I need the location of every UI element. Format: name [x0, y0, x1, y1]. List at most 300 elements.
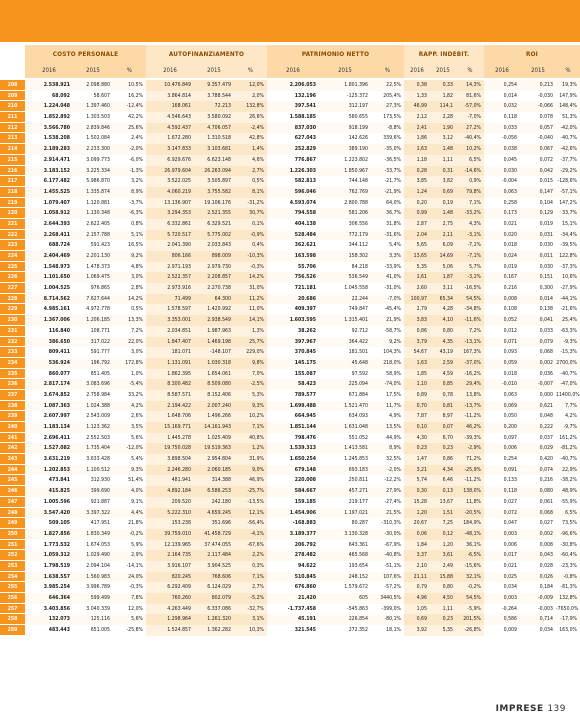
- table-cell: 580.655: [348, 114, 368, 121]
- row-number: 236: [0, 379, 25, 390]
- table-cell: 2.538.921: [25, 80, 73, 91]
- table-cell: 33,7%: [556, 208, 580, 219]
- table-cell: 10,5%: [113, 80, 146, 91]
- table-cell: -125.372: [347, 92, 368, 99]
- table-cell: 51,3%: [562, 114, 577, 121]
- table-cell: 3,85: [404, 176, 430, 187]
- table-cell: -9,7%: [556, 422, 580, 433]
- table-cell: 4.592.437: [146, 123, 194, 134]
- table-cell: 756.526: [267, 272, 319, 283]
- table-cell: 2.270.738: [194, 283, 234, 294]
- table-cell: 0,4%: [234, 240, 267, 251]
- table-cell: 10,2%: [234, 411, 267, 422]
- table-cell: 306.556: [348, 220, 368, 227]
- table-cell: 51,4%: [128, 477, 143, 484]
- table-cell: 0,019: [539, 220, 553, 227]
- table-cell: 2,60: [404, 283, 430, 294]
- table-cell: 1,20: [430, 540, 456, 551]
- table-cell: 2.521.355: [194, 208, 234, 219]
- table-cell: 3.674.852: [43, 391, 70, 398]
- table-cell: 0,3%: [234, 561, 267, 572]
- table-cell: 0,23: [430, 614, 456, 625]
- table-cell: 457.271: [319, 486, 371, 497]
- table-cell: 1.059.312: [25, 550, 73, 561]
- table-cell: 851.405: [90, 370, 110, 377]
- row-number: 254: [0, 572, 25, 583]
- table-cell: 163,0%: [559, 627, 577, 634]
- table-cell: 860.077: [48, 370, 70, 377]
- table-cell: -7,1%: [456, 251, 484, 262]
- table-cell: 0,129: [520, 208, 556, 219]
- table-cell: 54,5%: [456, 593, 484, 604]
- row-number: 246: [0, 486, 25, 497]
- table-row: [0, 272, 580, 283]
- table-cell: 0,147: [520, 187, 556, 198]
- table-cell: -57,1%: [556, 187, 580, 198]
- table-cell: 13,8%: [456, 390, 484, 401]
- table-cell: 4,30: [404, 433, 430, 444]
- table-cell: 3,37: [404, 550, 430, 561]
- table-row: [0, 497, 580, 508]
- table-cell: 201,5%: [456, 614, 484, 625]
- table-cell: 32,1%: [456, 572, 484, 583]
- table-cell: 582.813: [294, 178, 316, 185]
- table-cell: 12.139.965: [146, 540, 194, 551]
- table-cell: 1.310.518: [194, 133, 234, 144]
- table-cell: -58,7%: [384, 327, 401, 334]
- table-cell: 762.769: [319, 187, 371, 198]
- table-cell: 2.644.393: [43, 220, 70, 227]
- table-row: [0, 540, 580, 551]
- table-cell: 0,258: [503, 199, 517, 206]
- table-cell: 4,34: [430, 465, 456, 476]
- table-cell: 1.029.490: [73, 550, 113, 561]
- table-cell: 0,118: [503, 114, 517, 121]
- table-cell: -38,2%: [560, 477, 577, 484]
- table-cell: 5,3%: [234, 390, 267, 401]
- table-cell: 0,19: [430, 198, 456, 209]
- table-cell: 1,2%: [234, 443, 267, 454]
- table-cell: -399,0%: [381, 605, 401, 612]
- table-cell: 172,8%: [113, 358, 146, 369]
- table-cell: 0,69: [404, 614, 430, 625]
- pct-header: %: [556, 62, 580, 78]
- table-cell: 0,420: [539, 456, 553, 463]
- table-cell: 13,67: [430, 497, 456, 508]
- table-cell: 3,1%: [234, 614, 267, 625]
- table-cell: 2.800.788: [344, 199, 368, 206]
- table-cell: 6.623.148: [194, 155, 234, 166]
- row-number: 250: [0, 529, 25, 540]
- row-number: 222: [0, 230, 25, 241]
- year-header: 2015: [73, 62, 113, 78]
- table-cell: 1,85: [404, 369, 430, 380]
- table-cell: 4,50: [430, 593, 456, 604]
- table-cell: 229,0%: [234, 347, 267, 358]
- table-cell: 147,2%: [559, 199, 577, 206]
- table-cell: 79,8%: [456, 187, 484, 198]
- table-cell: 46,99: [404, 101, 430, 112]
- table-cell: 19.519.363: [194, 443, 234, 454]
- table-cell: 0,23: [430, 443, 456, 454]
- page-footer: [496, 704, 566, 714]
- table-cell: 181.071: [146, 347, 194, 358]
- table-row: [0, 369, 580, 380]
- table-cell: 1.847.407: [146, 337, 194, 348]
- table-cell: 760.260: [146, 593, 194, 604]
- table-cell: -1,3%: [113, 166, 146, 177]
- row-number: 214: [0, 144, 25, 155]
- table-cell: 2,4%: [131, 135, 143, 142]
- row-number: 239: [0, 411, 25, 422]
- table-cell: 1.397.460: [73, 101, 113, 112]
- table-cell: 483.443: [48, 627, 70, 634]
- table-cell: 1.362.282: [194, 625, 234, 636]
- table-cell: 3.505.897: [194, 176, 234, 187]
- table-cell: -7,1%: [456, 240, 484, 251]
- table-cell: 219.177: [348, 498, 368, 505]
- table-cell: 1.654.061: [194, 369, 234, 380]
- table-cell: 898.009: [194, 251, 234, 262]
- table-row: [0, 240, 580, 251]
- table-cell: 9,3%: [234, 401, 267, 412]
- table-cell: 0,216: [539, 477, 553, 484]
- table-cell: -12,4%: [113, 101, 146, 112]
- table-cell: 4,10: [430, 315, 456, 326]
- table-cell: -2,0%: [371, 465, 404, 476]
- table-cell: 5,4%: [131, 456, 143, 463]
- table-cell: -45,4%: [384, 306, 401, 313]
- table-cell: 1,18: [404, 155, 430, 166]
- table-cell: 17,5%: [386, 391, 401, 398]
- table-cell: 0,024: [484, 251, 520, 262]
- table-cell: 1.502.084: [86, 135, 110, 142]
- table-cell: 0,048: [539, 413, 553, 420]
- table-row: [0, 508, 580, 519]
- table-cell: 0,050: [503, 413, 517, 420]
- table-cell: 132.073: [25, 614, 73, 625]
- group-autofinanziamento: AUTOFINANZIAMENTO: [146, 45, 267, 62]
- table-cell: 605: [319, 593, 371, 604]
- row-number: 238: [0, 401, 25, 412]
- table-row: [0, 166, 580, 177]
- table-cell: 3,61: [430, 550, 456, 561]
- table-cell: -35,0%: [371, 144, 404, 155]
- table-cell: 3.566.780: [25, 123, 73, 134]
- table-cell: 1.261.320: [194, 614, 234, 625]
- table-cell: 25,6%: [113, 123, 146, 134]
- table-cell: 0,059: [484, 358, 520, 369]
- table-cell: 510.845: [267, 572, 319, 583]
- table-cell: 744.148: [348, 178, 368, 185]
- table-cell: 6.332.861: [146, 219, 194, 230]
- table-cell: 0,002: [520, 529, 556, 540]
- table-cell: 4,59: [430, 369, 456, 380]
- table-row: [0, 379, 580, 390]
- table-cell: 1.648.706: [146, 411, 194, 422]
- table-cell: -16,2%: [456, 369, 484, 380]
- table-cell: 465.568: [319, 550, 371, 561]
- row-number: 255: [0, 582, 25, 593]
- row-number: 218: [0, 187, 25, 198]
- table-cell: 14,1%: [234, 315, 267, 326]
- table-cell: 218,0%: [371, 358, 404, 369]
- year-header: 2015: [319, 62, 371, 78]
- table-cell: 3.040.339: [86, 605, 110, 612]
- table-cell: 1.058.912: [25, 208, 73, 219]
- table-cell: 1,90: [430, 123, 456, 134]
- table-cell: 2700,0%: [556, 358, 580, 369]
- table-cell: 1,10: [404, 379, 430, 390]
- table-cell: 6,5%: [556, 508, 580, 519]
- table-cell: 2.522.357: [146, 272, 194, 283]
- table-cell: 0,1%: [234, 219, 267, 230]
- table-cell: 6,5%: [456, 155, 484, 166]
- table-cell: -96,6%: [556, 529, 580, 540]
- table-cell: -21,7%: [384, 178, 401, 185]
- table-cell: 536.549: [319, 272, 371, 283]
- table-cell: 2.233.300: [73, 144, 113, 155]
- table-cell: 3.633.428: [86, 456, 110, 463]
- table-cell: 4,9%: [389, 413, 401, 420]
- table-cell: 3.547.420: [25, 508, 73, 519]
- table-cell: -32,7%: [234, 604, 267, 615]
- table-cell: 21,11: [404, 572, 430, 583]
- table-cell: 278.482: [267, 550, 319, 561]
- table-cell: -2,5%: [234, 379, 267, 390]
- table-cell: 4.546.643: [146, 112, 194, 123]
- table-cell: 1.579.672: [344, 584, 368, 591]
- table-cell: 5,35: [404, 262, 430, 273]
- table-cell: -16,5%: [456, 283, 484, 294]
- table-cell: 0,8%: [131, 220, 143, 227]
- table-cell: 3,3%: [371, 251, 404, 262]
- table-cell: 11,0%: [234, 304, 267, 315]
- year-header: 2016: [146, 62, 194, 78]
- table-cell: 24,0%: [113, 572, 146, 583]
- table-cell: 0,021: [503, 220, 517, 227]
- table-cell: -9,3%: [556, 337, 580, 348]
- table-cell: 2,7%: [234, 166, 267, 177]
- table-cell: 2.098.880: [73, 80, 113, 91]
- table-cell: 2.839.846: [73, 123, 113, 134]
- table-cell: 1,63: [404, 144, 430, 155]
- table-cell: 1.852.892: [43, 114, 70, 121]
- table-cell: 1.798.519: [43, 562, 70, 569]
- table-cell: 584.667: [267, 486, 319, 497]
- table-cell: 772.179: [319, 230, 371, 241]
- table-row: [0, 486, 580, 497]
- table-cell: 1,11: [430, 604, 456, 615]
- table-cell: 1.638.557: [25, 572, 73, 583]
- table-cell: -55,9%: [560, 498, 577, 505]
- group-patrimonio-netto: PATRIMONIO NETTO: [267, 45, 404, 62]
- row-number: 227: [0, 283, 25, 294]
- table-cell: 58,9%: [386, 370, 401, 377]
- table-cell: 1.603.595: [267, 315, 319, 326]
- table-cell: 1,84: [404, 540, 430, 551]
- table-row: [0, 454, 580, 465]
- table-cell: 0,200: [484, 422, 520, 433]
- table-cell: 159.185: [294, 498, 316, 505]
- table-cell: 1,63: [404, 358, 430, 369]
- row-number: 240: [0, 422, 25, 433]
- table-cell: 1.801.396: [319, 80, 371, 91]
- table-cell: 5.775.002: [194, 230, 234, 241]
- table-cell: 148,4%: [556, 101, 580, 112]
- table-cell: 2.189.283: [25, 144, 73, 155]
- table-cell: 36,1%: [456, 540, 484, 551]
- table-cell: 0,011: [520, 251, 556, 262]
- row-number: 232: [0, 337, 25, 348]
- table-cell: 5,6%: [131, 434, 143, 441]
- table-cell: 693.183: [319, 465, 371, 476]
- table-cell: -0,066: [520, 101, 556, 112]
- table-cell: -37,3%: [560, 263, 577, 270]
- table-row: [0, 133, 580, 144]
- table-row: [0, 443, 580, 454]
- table-cell: 19,3%: [556, 80, 580, 91]
- table-cell: 591.777: [90, 349, 110, 356]
- table-cell: 0,043: [520, 550, 556, 561]
- table-cell: -10,3%: [234, 251, 267, 262]
- group-roi: ROI: [484, 45, 580, 62]
- table-cell: 9,0%: [234, 465, 267, 476]
- table-cell: -11,2%: [456, 411, 484, 422]
- table-cell: 0,06: [404, 529, 430, 540]
- header-group-row: [0, 45, 580, 62]
- table-cell: 39.759.010: [146, 529, 194, 540]
- table-cell: 4,4%: [113, 508, 146, 519]
- table-cell: 509.105: [48, 520, 70, 527]
- table-cell: 19.750.028: [146, 443, 194, 454]
- table-cell: 122,8%: [556, 251, 580, 262]
- table-cell: 0,014: [520, 294, 556, 305]
- page-number: 139: [547, 704, 566, 714]
- table-cell: 0,068: [539, 349, 553, 356]
- table-cell: 9,1%: [131, 498, 143, 505]
- table-cell: 11,2%: [234, 294, 267, 305]
- table-cell: 13.136.907: [146, 198, 194, 209]
- table-cell: 312.197: [319, 101, 371, 112]
- table-cell: 4,6%: [234, 155, 267, 166]
- table-cell: 94.622: [297, 562, 316, 569]
- table-cell: 481.941: [146, 475, 194, 486]
- table-cell: 9,3%: [113, 465, 146, 476]
- table-cell: -128,6%: [557, 178, 577, 185]
- table-cell: 528.484: [267, 230, 319, 241]
- table-cell: 3.225.334: [73, 166, 113, 177]
- table-cell: -13,7%: [456, 401, 484, 412]
- table-cell: 591.423: [90, 242, 110, 249]
- table-row: [0, 561, 580, 572]
- table-cell: 9,8%: [234, 358, 267, 369]
- table-cell: 45.191: [267, 614, 319, 625]
- table-row: [0, 347, 580, 358]
- table-cell: 404.138: [294, 220, 316, 227]
- table-cell: 71,2%: [456, 454, 484, 465]
- table-cell: 1.455.525: [25, 187, 73, 198]
- table-cell: 1.024.388: [73, 401, 113, 412]
- table-cell: 0,034: [503, 584, 517, 591]
- table-cell: 0,184: [539, 584, 553, 591]
- table-row: [0, 294, 580, 305]
- table-cell: 0,81: [430, 401, 456, 412]
- table-cell: 1,33: [404, 91, 430, 102]
- table-cell: 58.607: [93, 92, 110, 99]
- table-cell: 4.659.245: [194, 508, 234, 519]
- table-cell: -0,9%: [234, 230, 267, 241]
- table-row: [0, 198, 580, 209]
- table-cell: 3.580.092: [194, 112, 234, 123]
- table-cell: 155.087: [294, 370, 316, 377]
- table-cell: 1.079.407: [43, 199, 70, 206]
- table-cell: 1.045.558: [344, 285, 368, 292]
- table-cell: -31,0%: [384, 285, 401, 292]
- table-cell: 2.034.851: [146, 326, 194, 337]
- table-cell: 976.865: [90, 285, 110, 292]
- table-cell: -48,1%: [456, 529, 484, 540]
- table-cell: -39,3%: [456, 433, 484, 444]
- table-cell: 242.180: [194, 497, 234, 508]
- table-cell: 1.413.581: [319, 443, 371, 454]
- table-cell: 0,69: [430, 187, 456, 198]
- table-cell: 2.041.390: [146, 240, 194, 251]
- table-cell: 22,0%: [113, 337, 146, 348]
- table-cell: 768.606: [194, 572, 234, 583]
- table-cell: 0,23: [404, 443, 430, 454]
- table-cell: 80.287: [351, 520, 368, 527]
- table-cell: 1.123.362: [73, 422, 113, 433]
- table-cell: 1.735.404: [73, 443, 113, 454]
- table-cell: 7,1%: [234, 572, 267, 583]
- table-cell: 21.420: [267, 593, 319, 604]
- table-cell: -12,0%: [113, 443, 146, 454]
- table-cell: 0,254: [503, 456, 517, 463]
- table-cell: 0,037: [539, 434, 553, 441]
- table-cell: -0,264: [501, 605, 517, 612]
- table-cell: 0,061: [539, 498, 553, 505]
- table-cell: -31,2%: [234, 198, 267, 209]
- year-header: 2016: [267, 62, 319, 78]
- table-cell: 36,7%: [371, 208, 404, 219]
- table-cell: 389.190: [319, 144, 371, 155]
- row-number: 259: [0, 625, 25, 636]
- table-cell: 11400,0%: [556, 391, 580, 398]
- table-cell: 1,47: [404, 454, 430, 465]
- table-row: [0, 144, 580, 155]
- table-cell: 3440,5%: [371, 593, 404, 604]
- table-cell: 2,2%: [234, 550, 267, 561]
- table-cell: 11,8%: [456, 497, 484, 508]
- table-cell: 0,108: [503, 306, 517, 313]
- table-cell: 1,48: [430, 144, 456, 155]
- row-number: 249: [0, 518, 25, 529]
- table-cell: 0,030: [484, 166, 520, 177]
- table-cell: 1.631.048: [319, 422, 371, 433]
- table-row: [0, 112, 580, 123]
- table-cell: 314.388: [194, 475, 234, 486]
- table-cell: 0,041: [520, 315, 556, 326]
- table-cell: 679.148: [267, 465, 319, 476]
- footer-label: IMPRESE: [495, 704, 544, 714]
- table-cell: 25,7%: [234, 337, 267, 348]
- table-cell: -39,5%: [560, 242, 577, 249]
- row-number: 258: [0, 614, 25, 625]
- table-cell: 2.033.843: [194, 240, 234, 251]
- table-cell: 317.022: [73, 337, 113, 348]
- table-cell: 3,11: [430, 283, 456, 294]
